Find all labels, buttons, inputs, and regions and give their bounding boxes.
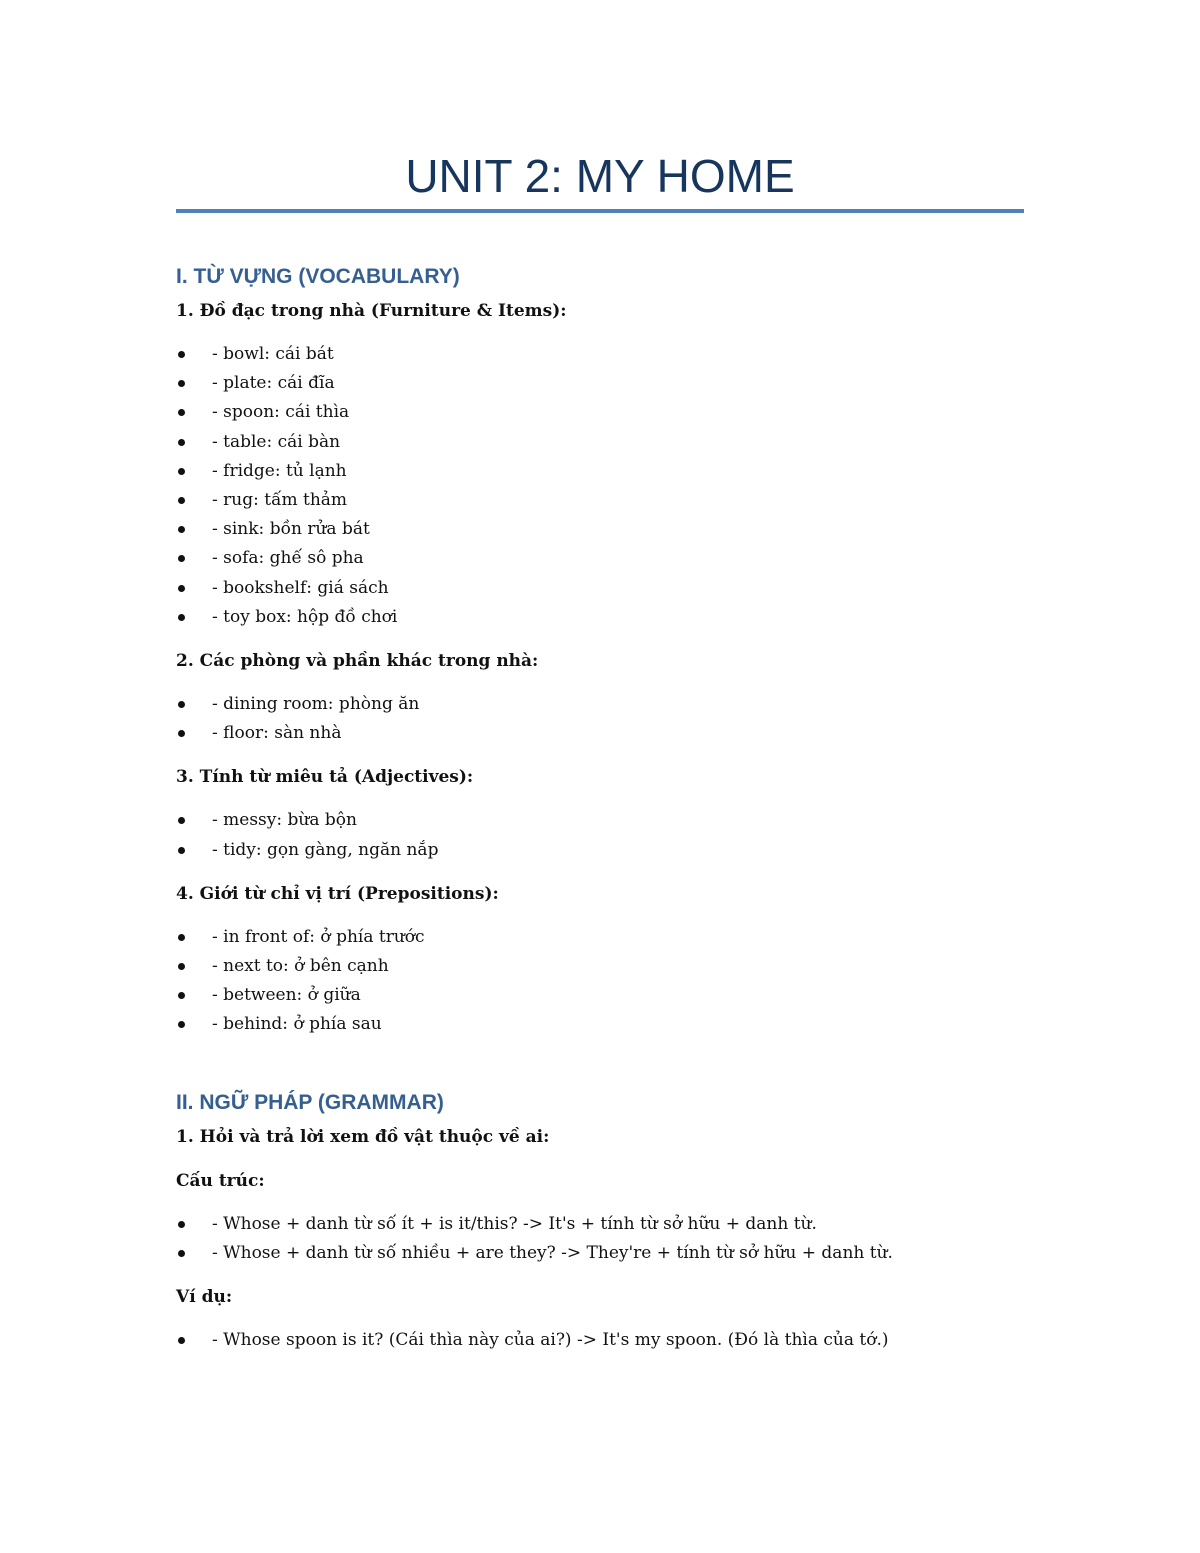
list-adjectives xyxy=(176,806,1024,864)
bullet-icon xyxy=(178,585,185,592)
document-body xyxy=(176,258,1024,1369)
bullet-icon xyxy=(178,351,185,358)
subheading-rooms: 2. Các phòng và phần khác trong nhà: xyxy=(176,651,539,672)
list-item: - in front of: ở phía trước xyxy=(176,923,1024,952)
bullet-icon xyxy=(178,817,185,824)
list-item: - behind: ở phía sau xyxy=(176,1010,1024,1039)
bullet-icon xyxy=(178,526,185,533)
document-title: UNIT 2: MY HOME xyxy=(405,150,795,202)
list-item: - tidy: gọn gàng, ngăn nắp xyxy=(176,836,1024,865)
bullet-icon xyxy=(178,1221,185,1228)
list-structures xyxy=(176,1210,1024,1268)
bullet-icon xyxy=(178,468,185,475)
section-heading-vocabulary: I. TỪ VỰNG (VOCABULARY) xyxy=(176,265,460,288)
section-heading-grammar: II. NGỮ PHÁP (GRAMMAR) xyxy=(176,1090,444,1114)
bullet-icon xyxy=(178,934,185,941)
bullet-icon xyxy=(178,439,185,446)
list-item: - sink: bồn rửa bát xyxy=(176,515,1024,544)
subheading-furniture: 1. Đồ đạc trong nhà (Furniture & Items): xyxy=(176,301,567,321)
bullet-icon xyxy=(178,847,185,854)
bullet-icon xyxy=(178,380,185,387)
list-item: - Whose + danh từ số nhiều + are they? -> They're + tính từ sở hữu + danh từ. xyxy=(176,1239,1024,1268)
list-item: - toy box: hộp đồ chơi xyxy=(176,603,1024,632)
bullet-icon xyxy=(178,701,185,708)
bullet-icon xyxy=(178,1250,185,1257)
bullet-icon xyxy=(178,1337,185,1344)
list-item: - fridge: tủ lạnh xyxy=(176,457,1024,486)
list-item: - bowl: cái bát xyxy=(176,340,1024,369)
list-item: - dining room: phòng ăn xyxy=(176,690,1024,719)
list-prepositions xyxy=(176,923,1024,1040)
list-item: - bookshelf: giá sách xyxy=(176,574,1024,603)
list-item: - Whose spoon is it? (Cái thìa này của ai?) -> It's my spoon. (Đó là thìa của tớ.) xyxy=(176,1326,1024,1355)
subheading-structure: Cấu trúc: xyxy=(176,1170,265,1191)
bullet-icon xyxy=(178,409,185,416)
bullet-icon xyxy=(178,963,185,970)
list-item: - table: cái bàn xyxy=(176,428,1024,457)
subheading-adjectives: 3. Tính từ miêu tả (Adjectives): xyxy=(176,767,474,788)
bullet-icon xyxy=(178,992,185,999)
subheading-whose: 1. Hỏi và trả lời xem đồ vật thuộc về ai: xyxy=(176,1126,550,1147)
list-item: - spoon: cái thìa xyxy=(176,398,1024,427)
list-item: - Whose + danh từ số ít + is it/this? -> It's + tính từ sở hữu + danh từ. xyxy=(176,1210,1024,1239)
bullet-icon xyxy=(178,497,185,504)
list-item: - plate: cái đĩa xyxy=(176,369,1024,398)
list-item: - next to: ở bên cạnh xyxy=(176,952,1024,981)
bullet-icon xyxy=(178,614,185,621)
list-item: - between: ở giữa xyxy=(176,981,1024,1010)
bullet-icon xyxy=(178,1021,185,1028)
list-examples xyxy=(176,1326,1024,1355)
bullet-icon xyxy=(178,555,185,562)
list-rooms xyxy=(176,690,1024,748)
list-item: - messy: bừa bộn xyxy=(176,806,1024,835)
title-underline xyxy=(176,209,1024,213)
bullet-icon xyxy=(178,730,185,737)
subheading-example: Ví dụ: xyxy=(176,1287,233,1308)
subheading-prepositions: 4. Giới từ chỉ vị trí (Prepositions): xyxy=(176,883,499,904)
list-item: - sofa: ghế sô pha xyxy=(176,544,1024,573)
list-furniture xyxy=(176,340,1024,632)
list-item: - rug: tấm thảm xyxy=(176,486,1024,515)
list-item: - floor: sàn nhà xyxy=(176,719,1024,748)
